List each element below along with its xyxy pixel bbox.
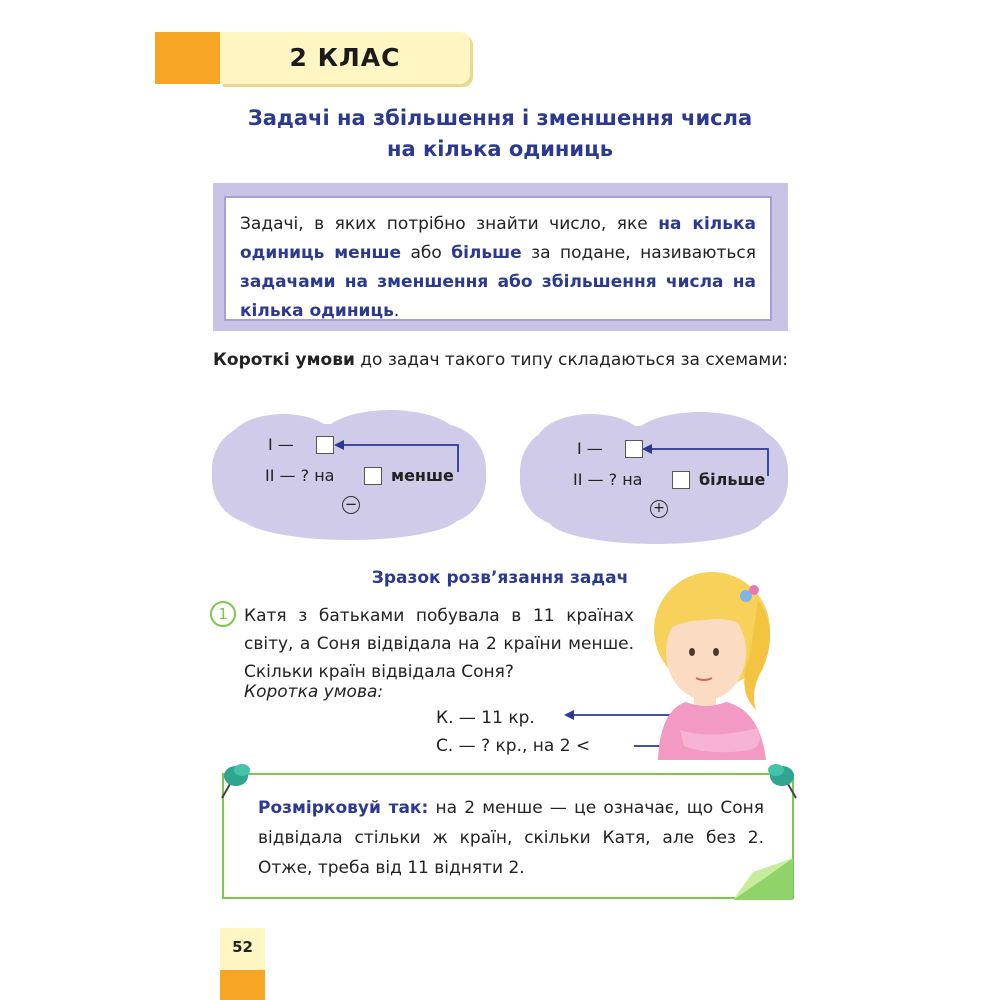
- page-curl-icon: [733, 858, 795, 900]
- short-conditions-bold: Короткі умови: [213, 350, 355, 370]
- short-conditions-paragraph: [213, 346, 789, 375]
- definition-text-4: .: [393, 301, 400, 321]
- think-text: на 2 менше — це означає, що Соня відвідала стільки ж країн, скільки Катя, але без 2. Отже, треба від 11 відняти 2.: [258, 798, 764, 878]
- plus-icon: +: [650, 500, 668, 518]
- definition-text-3: за подане, називаються: [521, 243, 756, 263]
- grade-title: 2 КЛАС: [289, 43, 401, 72]
- definition-box: [224, 196, 772, 321]
- page-title-line1: Задачі на збільшення і зменшення числа: [247, 106, 753, 130]
- pushpin-left-icon: [208, 758, 254, 806]
- problem-number: 1: [210, 601, 236, 627]
- definition-highlight-1: на кілька одиниць менше: [240, 214, 756, 263]
- schema-right-arrow: [638, 440, 778, 480]
- page-number: 52: [232, 938, 253, 956]
- definition-highlight-2: більше: [451, 243, 522, 263]
- page-title-line2: на кілька одиниць: [386, 137, 613, 161]
- schema-left-row1: I —: [268, 435, 294, 454]
- schema-left-row2: II — ? на: [265, 466, 335, 485]
- think-box: [222, 773, 794, 899]
- minus-icon: −: [342, 496, 360, 514]
- short-condition-label: Коротка умова:: [244, 682, 384, 702]
- definition-text-1: Задачі, в яких потрібно знайти число, яке: [240, 214, 659, 234]
- short-conditions-text: до задач такого типу складаються за схемами:: [354, 350, 789, 370]
- schema-left-arrow: [330, 436, 470, 476]
- definition-text-2: або: [401, 243, 452, 263]
- schema-right-row1: I —: [577, 439, 603, 458]
- definition-highlight-3: задачами на зменшення або збільшення числа на кілька одиниць: [240, 272, 756, 321]
- condition-row-2: С. — ? кр., на 2 <: [436, 736, 591, 756]
- schema-right-row2: II — ? на: [573, 470, 643, 489]
- example-title: Зразок розв’язання задач: [371, 568, 629, 588]
- page-number-tab-bottom: [220, 970, 265, 1000]
- schema-right-word: більше: [699, 470, 766, 489]
- condition-row-1: К. — 11 кр.: [436, 708, 535, 728]
- pushpin-right-icon: [764, 758, 810, 806]
- think-bold: Розмірковуй так:: [258, 798, 429, 818]
- problem-text: Катя з батьками побувала в 11 країнах світу, а Соня відвідала на 2 країни менше. Скільки країн відвідала Соня?: [244, 606, 634, 682]
- girl-illustration: [640, 560, 780, 760]
- schema-left-word: менше: [391, 466, 454, 485]
- header-orange-tab: [155, 32, 220, 84]
